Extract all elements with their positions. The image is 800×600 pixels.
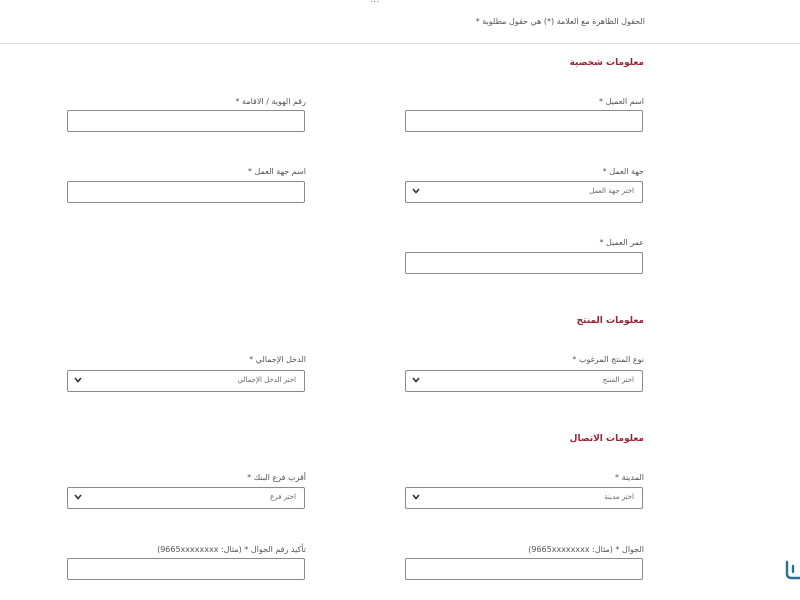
section-title-contact: معلومات الاتصال <box>569 434 644 444</box>
mobile-label: الجوال * (مثال: 9665xxxxxxxx) <box>528 545 644 554</box>
employer-name-label: اسم جهة العمل * <box>247 167 306 176</box>
product-type-selected-value: اختر المنتج <box>602 376 634 384</box>
section-title-personal: معلومات شخصية <box>569 58 644 68</box>
id-number-label: رقم الهوية / الاقامة * <box>235 97 306 106</box>
total-income-select[interactable] <box>67 370 305 392</box>
client-age-label: عمر العميل * <box>599 238 644 247</box>
total-income-label: الدخل الإجمالي * <box>249 355 306 364</box>
chevron-down-icon <box>73 374 83 386</box>
client-age-input[interactable] <box>405 252 643 274</box>
header-divider <box>0 43 800 44</box>
product-type-label: نوع المنتج المرغوب * <box>572 355 644 364</box>
chevron-down-icon <box>73 491 83 503</box>
employer-name-input[interactable] <box>67 181 305 203</box>
mobile-confirm-label: تأكيد رقم الجوال * (مثال: 9665xxxxxxxx) <box>157 545 306 554</box>
branch-select[interactable] <box>67 487 305 509</box>
required-fields-note: الحقول الظاهرة مع العلامة (*) هي حقول مطلوبة * <box>475 17 645 26</box>
section-title-product: معلومات المنتج <box>576 316 644 326</box>
city-label: المدينة * <box>615 473 644 482</box>
client-name-label: اسم العميل * <box>599 97 644 106</box>
product-type-select[interactable] <box>405 370 643 392</box>
branch-label: أقرب فرع البنك * <box>247 473 306 482</box>
chevron-down-icon <box>411 491 421 503</box>
employer-select[interactable] <box>405 181 643 203</box>
employer-selected-value: اختر جهة العمل <box>589 187 634 195</box>
client-name-input[interactable] <box>405 110 643 132</box>
branch-selected-value: اختر فرع <box>270 493 296 501</box>
city-selected-value: اختر مدينة <box>604 493 634 501</box>
partial-logo-icon <box>784 556 800 582</box>
mobile-input[interactable] <box>405 558 643 580</box>
chevron-down-icon <box>411 374 421 386</box>
chevron-down-icon <box>411 185 421 197</box>
employer-label: جهة العمل * <box>602 167 644 176</box>
city-select[interactable] <box>405 487 643 509</box>
id-number-input[interactable] <box>67 110 305 132</box>
top-cut-text <box>370 0 380 5</box>
mobile-confirm-input[interactable] <box>67 558 305 580</box>
total-income-selected-value: اختر الدخل الإجمالي <box>237 376 296 384</box>
